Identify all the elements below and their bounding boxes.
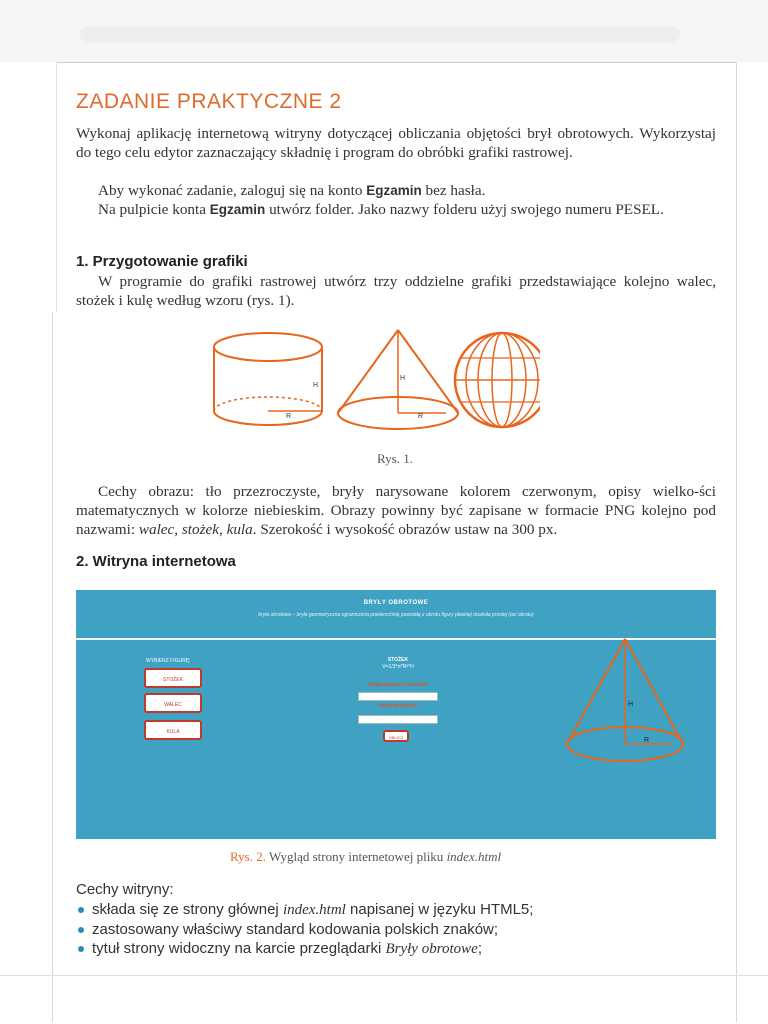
folder-text: Na pulpicie konta: [98, 201, 210, 218]
intro-text: Wykonaj aplikację internetową witryny dotyczącej obliczania objętości brył obrotowych. Wykorzystaj do tego celu edytor zaznaczający składnię i program do obróbki grafiki rastrowej.: [76, 125, 716, 161]
features-lead: Cechy witryny:: [76, 881, 174, 898]
caption-text: Wygląd strony internetowej pliku: [265, 849, 447, 864]
site-features: [76, 880, 716, 959]
radius-input: [358, 692, 438, 701]
site-subtitle: bryła obrotowa – bryła geometryczna ograniczona powierzchnią powstałą z obrotu figury płaskiej dookoła prostej (osi obrotu): [258, 612, 534, 618]
divider: [56, 62, 57, 312]
cone-image: [560, 634, 690, 774]
form-title: STOŻEK: [387, 657, 409, 663]
login-text-end: bez hasła.: [421, 182, 486, 199]
graphics-text: W programie do grafiki rastrowej utwórz trzy oddzielne grafiki przedstawiające kolejno walec, stożek i kulę według wzoru (rys. 1).: [76, 273, 716, 309]
page-title: ZADANIE PRAKTYCZNE 2: [76, 90, 342, 113]
sphere-drawing: [455, 333, 540, 427]
graphics-paragraph: [76, 272, 716, 310]
site-title: BRYŁY OBROTOWE: [363, 600, 429, 606]
folder-text-end: utwórz folder. Jako nazwy folderu użyj swojego numeru PESEL.: [265, 201, 664, 218]
separator: ,: [219, 521, 227, 538]
radius-field-label: Podaj długość promienia:: [367, 682, 429, 688]
folder-paragraph: [76, 200, 716, 219]
cylinder-drawing: [214, 333, 322, 425]
list-item: tytuł strony widoczny na karcie przeglądarki Bryły obrotowe;: [76, 939, 716, 959]
divider: [0, 975, 768, 976]
file-name: kula: [226, 521, 253, 538]
website-mockup: [76, 590, 716, 839]
figure-caption: [230, 849, 501, 865]
cone-button: STOŻEK: [144, 668, 202, 688]
height-label: H: [400, 375, 406, 382]
features-text-end: . Szerokość i wysokość obrazów ustaw na 300 px.: [252, 521, 558, 538]
caption-label: Rys. 2.: [230, 849, 266, 864]
cylinder-button: WALEC: [144, 693, 202, 713]
login-text: Aby wykonać zadanie, zaloguj się na konto: [98, 182, 367, 199]
divider: [736, 62, 737, 1022]
file-name: walec: [138, 521, 175, 538]
calculate-button: OBLICZ: [383, 730, 409, 742]
separator: ,: [174, 521, 182, 538]
volume-formula: V=1/3*π*R²*H: [382, 664, 414, 670]
login-paragraph: [76, 181, 716, 200]
scan-header-band: [0, 0, 768, 62]
caption-file: index.html: [446, 849, 502, 864]
radius-label: R: [644, 737, 650, 744]
radius-label: R: [418, 413, 424, 420]
height-label: H: [313, 382, 319, 389]
section-title-graphics: 1. Przygotowanie grafiki: [76, 253, 248, 270]
intro-paragraph: [76, 124, 716, 162]
list-item: zastosowany właściwy standard kodowania polskich znaków;: [76, 920, 716, 939]
figure-caption: Rys. 1.: [377, 451, 413, 466]
radius-label: R: [286, 413, 292, 420]
height-input: [358, 715, 438, 724]
features-text: Cechy obrazu: tło przezroczyste, bryły narysowane kolorem czerwonym, opisy wielko-ści matematycznych w kolorze niebieskim. Obrazy powinny być zapisane w formacie PNG kolejno pod nazwami:: [76, 483, 716, 538]
cone-drawing: [338, 330, 458, 429]
features-list: [76, 900, 716, 959]
image-features-paragraph: [76, 482, 716, 539]
height-label: H: [628, 701, 634, 708]
divider: [52, 312, 53, 1022]
figure-solids: [200, 325, 540, 440]
divider: [56, 62, 736, 63]
account-name: Egzamin: [366, 183, 422, 198]
section-title-website: 2. Witryna internetowa: [76, 553, 236, 570]
list-item: składa się ze strony głównej index.html napisanej w języku HTML5;: [76, 900, 716, 920]
account-name: Egzamin: [209, 202, 266, 217]
height-field-label: Podaj wysokość:: [377, 703, 419, 709]
pick-figure-label: WYBIERZ FIGURĘ:: [146, 658, 191, 664]
sphere-button: KULA: [144, 720, 202, 740]
file-name: stożek: [181, 521, 219, 538]
